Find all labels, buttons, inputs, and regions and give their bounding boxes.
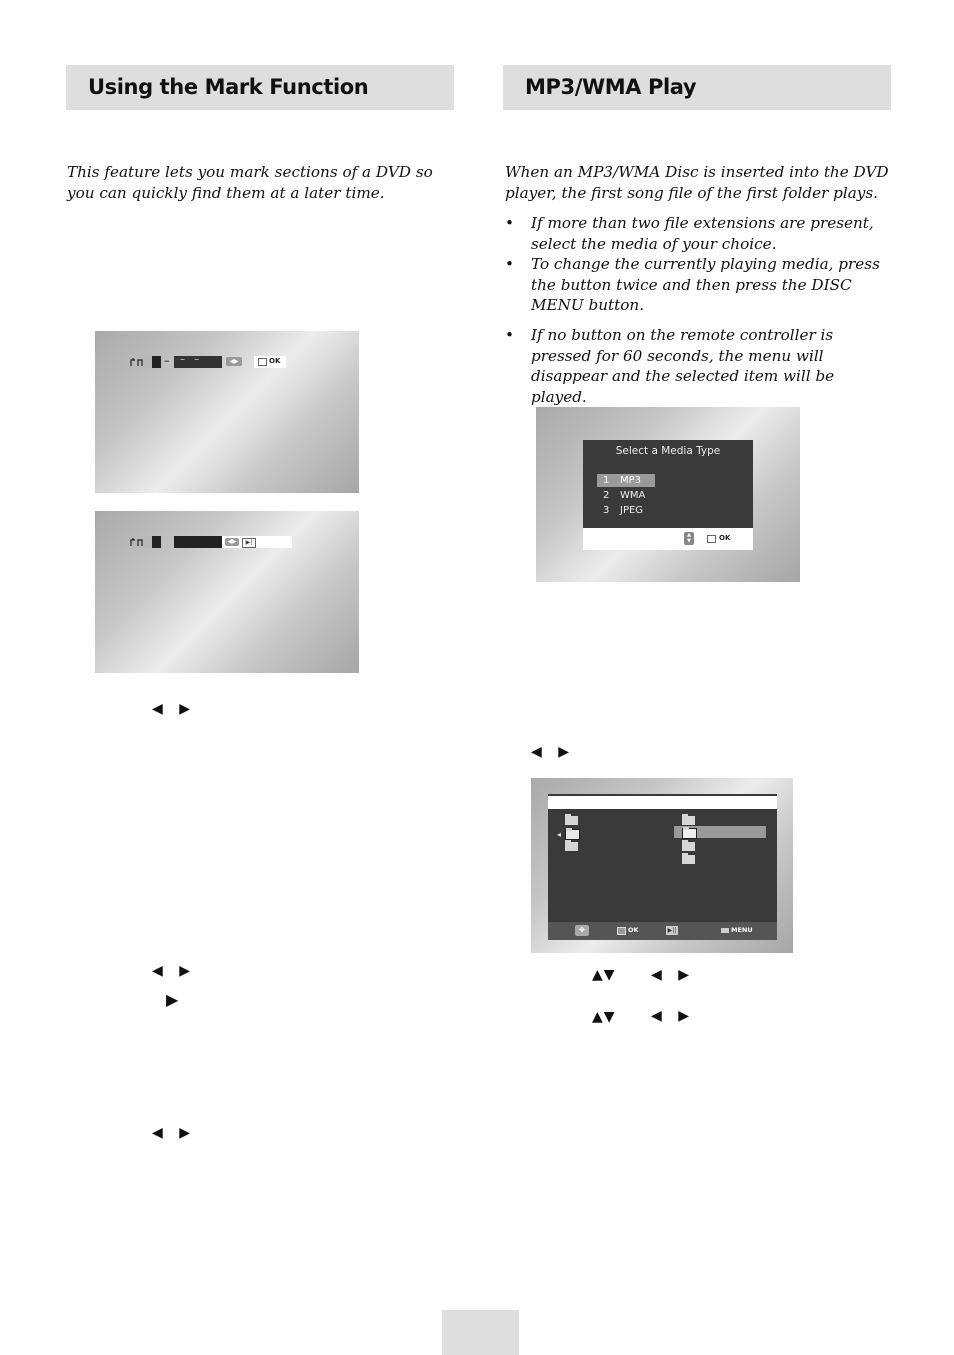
left-right-arrows: ◀ ▶ xyxy=(651,1008,695,1024)
mark-right-box xyxy=(222,536,292,548)
browser-footer xyxy=(548,922,777,940)
enter-key-icon xyxy=(707,535,716,543)
mark-block xyxy=(152,536,161,548)
media-option-wma[interactable]: 2 WMA xyxy=(603,490,646,501)
left-section-title: Using the Mark Function xyxy=(88,75,369,99)
mark-block xyxy=(152,356,161,368)
up-down-arrows: ▲▼ xyxy=(592,967,616,983)
left-intro-text: This feature lets you mark sections of a DVD so you can quickly find them at a later time. xyxy=(67,163,433,202)
folder-icon xyxy=(565,829,580,840)
play-arrow: ▶ xyxy=(166,990,185,1009)
file-browser-screen xyxy=(531,778,793,953)
left-right-arrows: ◀ ▶ xyxy=(152,701,196,717)
bullet-item xyxy=(505,325,890,407)
bullet-text: If more than two file extensions are present, select the media of your choice. xyxy=(531,214,874,253)
ok-label: OK xyxy=(269,357,281,365)
file-browser-panel xyxy=(548,794,777,940)
mark-slot xyxy=(174,536,222,548)
mark-ok-box xyxy=(254,356,286,368)
media-menu-footer xyxy=(583,528,753,550)
folder-icon xyxy=(682,816,695,825)
folder-icon xyxy=(682,855,695,864)
lr-key-icon: ◀▶ xyxy=(226,357,242,366)
bullet-dot: • xyxy=(505,255,514,273)
page-number-box xyxy=(442,1310,519,1355)
media-option-mp3[interactable]: 1 MP3 xyxy=(597,474,655,487)
enter-key-icon xyxy=(258,358,267,366)
mark-dash: – xyxy=(164,354,170,367)
mark-icon xyxy=(124,536,152,548)
bullet-dot: • xyxy=(505,326,514,344)
left-right-arrows: ◀ ▶ xyxy=(651,967,695,983)
mark-screen-2 xyxy=(95,511,359,673)
enter-key-icon xyxy=(617,927,626,935)
folder-icon xyxy=(682,842,695,851)
bullet-text: To change the currently playing media, press the button twice and then press the DISC MENU button. xyxy=(531,255,880,314)
folder-icon xyxy=(682,828,697,839)
mark-bar-2 xyxy=(124,536,294,548)
mark-slot: – – xyxy=(174,356,222,368)
left-section-header xyxy=(66,65,454,110)
browser-path-bar xyxy=(548,796,777,809)
mark-bar-1 xyxy=(124,356,286,368)
bullet-text: If no button on the remote controller is pressed for 60 seconds, the menu will disappear and the selected item will be played. xyxy=(531,326,835,406)
skip-key-icon: ▶| xyxy=(242,538,256,548)
right-intro-text: When an MP3/WMA Disc is inserted into the DVD player, the first song file of the first folder plays. xyxy=(505,163,889,202)
ok-label: OK xyxy=(628,926,639,934)
direction-key-icon: ✥ xyxy=(575,925,589,936)
media-type-screen xyxy=(536,407,800,582)
menu-label: MENU xyxy=(731,926,753,934)
media-menu-title: Select a Media Type xyxy=(615,445,721,457)
play-pause-key-icon: ▶|| xyxy=(667,927,677,934)
cursor-arrow-icon: ◂ xyxy=(557,830,562,839)
up-down-key-icon: ▲ ▼ xyxy=(684,532,694,545)
right-section-header xyxy=(503,65,891,110)
menu-key-icon xyxy=(721,928,729,933)
bullet-dot: • xyxy=(505,214,514,232)
up-down-arrows: ▲▼ xyxy=(592,1009,616,1025)
left-right-arrows: ◀ ▶ xyxy=(152,1125,196,1141)
media-option-jpeg[interactable]: 3 JPEG xyxy=(603,505,644,516)
ok-label: OK xyxy=(719,534,731,542)
media-type-menu xyxy=(583,440,753,550)
folder-icon xyxy=(565,842,578,851)
bullet-item xyxy=(505,213,890,254)
mark-screen-1 xyxy=(95,331,359,493)
bullet-item xyxy=(505,254,890,316)
right-section-title: MP3/WMA Play xyxy=(525,75,697,99)
left-right-arrows: ◀ ▶ xyxy=(531,744,575,760)
folder-icon xyxy=(565,816,578,825)
left-right-arrows: ◀ ▶ xyxy=(152,963,196,979)
mark-icon xyxy=(124,356,152,368)
lr-key-icon: ◀▶ xyxy=(225,538,239,546)
